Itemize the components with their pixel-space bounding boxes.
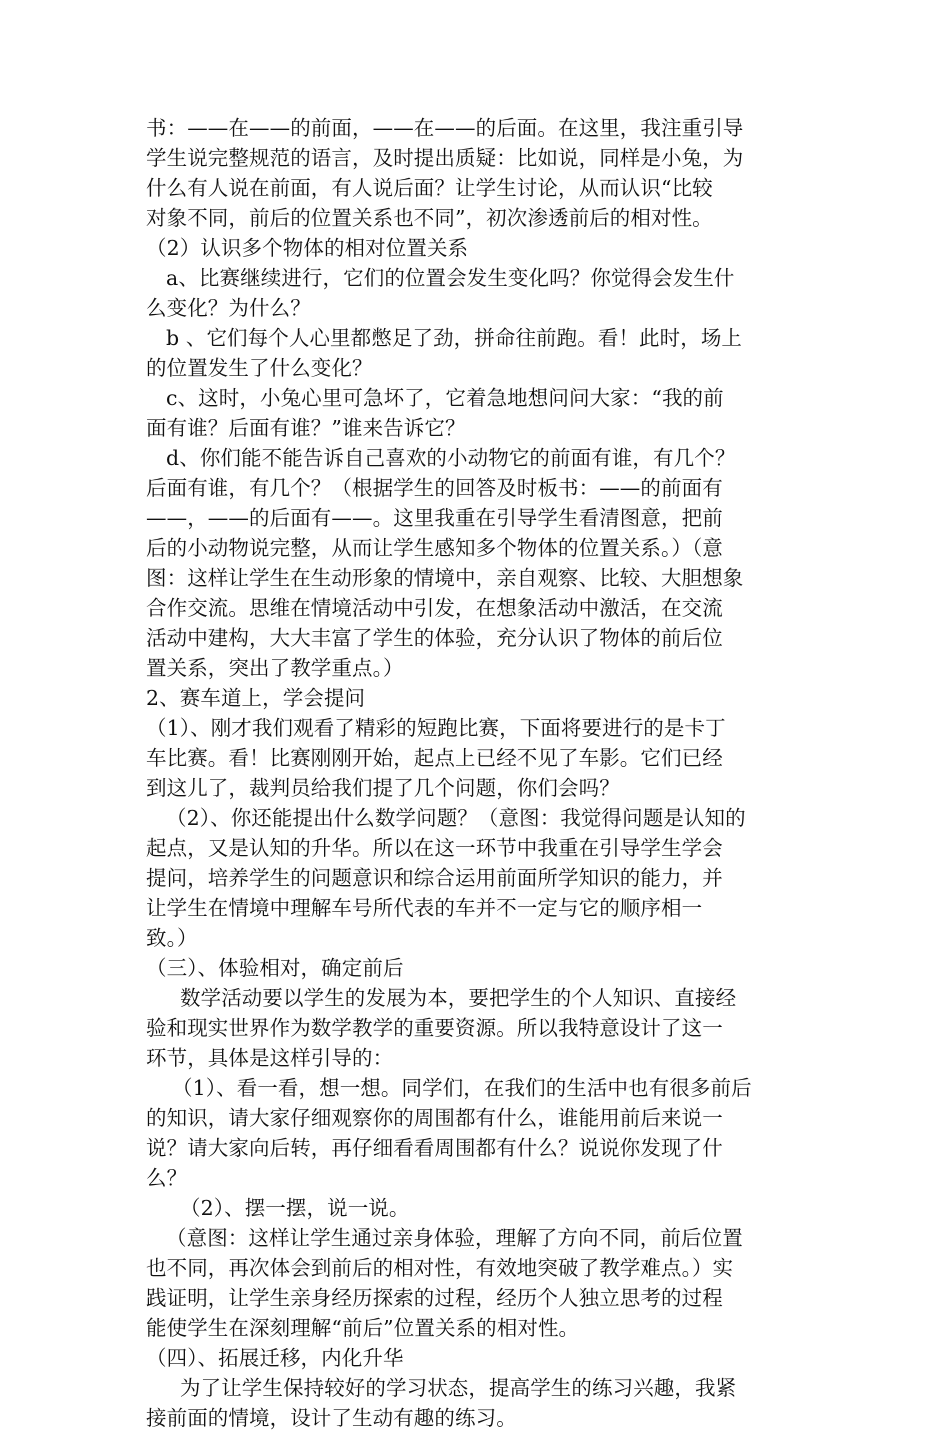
text-line: 让学生在情境中理解车号所代表的车并不一定与它的顺序相一: [146, 896, 703, 920]
text-line: ——，——的后面有——。这里我重在引导学生看清图意，把前: [146, 506, 723, 530]
text-line: 致。）: [146, 926, 198, 950]
text-line: （2）、摆一摆，说一说。: [180, 1196, 410, 1220]
text-line: 验和现实世界作为数学教学的重要资源。所以我特意设计了这一: [146, 1016, 723, 1040]
text-line: 说？请大家向后转，再仔细看看周围都有什么？说说你发现了什: [146, 1136, 723, 1160]
text-line: 到这儿了，裁判员给我们提了几个问题，你们会吗？: [146, 776, 620, 800]
text-line: 环节，具体是这样引导的：: [146, 1046, 394, 1070]
section-heading: （三）、体验相对，确定前后: [146, 956, 404, 980]
text-line: 什么有人说在前面，有人说后面？让学生讨论，从而认识“比较: [146, 176, 713, 200]
text-line: c、这时，小兔心里可急坏了，它着急地想问问大家：“我的前: [166, 386, 724, 410]
text-line: （意图：这样让学生通过亲身体验，理解了方向不同，前后位置: [166, 1226, 743, 1250]
text-line: b 、它们每个人心里都憋足了劲，拼命往前跑。看！此时，场上: [166, 326, 743, 350]
text-line: d、你们能不能告诉自己喜欢的小动物它的前面有谁，有几个？: [166, 446, 736, 470]
text-line: （2）、你还能提出什么数学问题？（意图：我觉得问题是认知的: [166, 806, 746, 830]
text-line: 的知识，请大家仔细观察你的周围都有什么，谁能用前后来说一: [146, 1106, 723, 1130]
text-line: 数学活动要以学生的发展为本，要把学生的个人知识、直接经: [180, 986, 737, 1010]
text-line: （1）、刚才我们观看了精彩的短跑比赛，下面将要进行的是卡丁: [146, 716, 726, 740]
text-line: 为了让学生保持较好的学习状态，提高学生的练习兴趣，我紧: [180, 1376, 737, 1400]
text-line: a、比赛继续进行，它们的位置会发生变化吗？你觉得会发生什: [166, 266, 735, 290]
text-line: 后的小动物说完整，从而让学生感知多个物体的位置关系。）（意: [146, 536, 723, 560]
text-line: 活动中建构，大大丰富了学生的体验，充分认识了物体的前后位: [146, 626, 723, 650]
document-page: [146, 113, 814, 1433]
section-heading: （2）认识多个物体的相对位置关系: [146, 236, 469, 260]
text-line: 后面有谁，有几个？（根据学生的回答及时板书：——的前面有: [146, 476, 723, 500]
text-line: 么变化？为什么？: [146, 296, 311, 320]
text-line: 也不同，再次体会到前后的相对性，有效地突破了教学难点。）实: [146, 1256, 734, 1280]
text-line: 提问，培养学生的问题意识和综合运用前面所学知识的能力，并: [146, 866, 723, 890]
text-line: 合作交流。思维在情境活动中引发，在想象活动中激活，在交流: [146, 596, 723, 620]
section-heading: （四）、拓展迁移，内化升华: [146, 1346, 404, 1370]
text-line: （1）、看一看，想一想。同学们，在我们的生活中也有很多前后: [172, 1076, 752, 1100]
text-line: 践证明，让学生亲身经历探索的过程，经历个人独立思考的过程: [146, 1286, 723, 1310]
text-line: 么？: [146, 1166, 188, 1190]
text-line: 面有谁？后面有谁？”谁来告诉它？: [146, 416, 466, 440]
text-line: 书：——在——的前面，——在——的后面。在这里，我注重引导: [146, 116, 744, 140]
text-line: 接前面的情境，设计了生动有趣的练习。: [146, 1406, 517, 1430]
text-line: 置关系，突出了教学重点。）: [146, 656, 404, 680]
text-line: 能使学生在深刻理解“前后”位置关系的相对性。: [146, 1316, 580, 1340]
text-line: 对象不同，前后的位置关系也不同”，初次渗透前后的相对性。: [146, 206, 713, 230]
text-line: 车比赛。看！比赛刚刚开始，起点上已经不见了车影。它们已经: [146, 746, 723, 770]
text-line: 的位置发生了什么变化？: [146, 356, 373, 380]
section-heading: 2、赛车道上，学会提问: [146, 686, 366, 710]
text-line: 学生说完整规范的语言，及时提出质疑：比如说，同样是小兔，为: [146, 146, 744, 170]
text-line: 起点，又是认知的升华。所以在这一环节中我重在引导学生学会: [146, 836, 723, 860]
text-line: 图：这样让学生在生动形象的情境中，亲自观察、比较、大胆想象: [146, 566, 744, 590]
